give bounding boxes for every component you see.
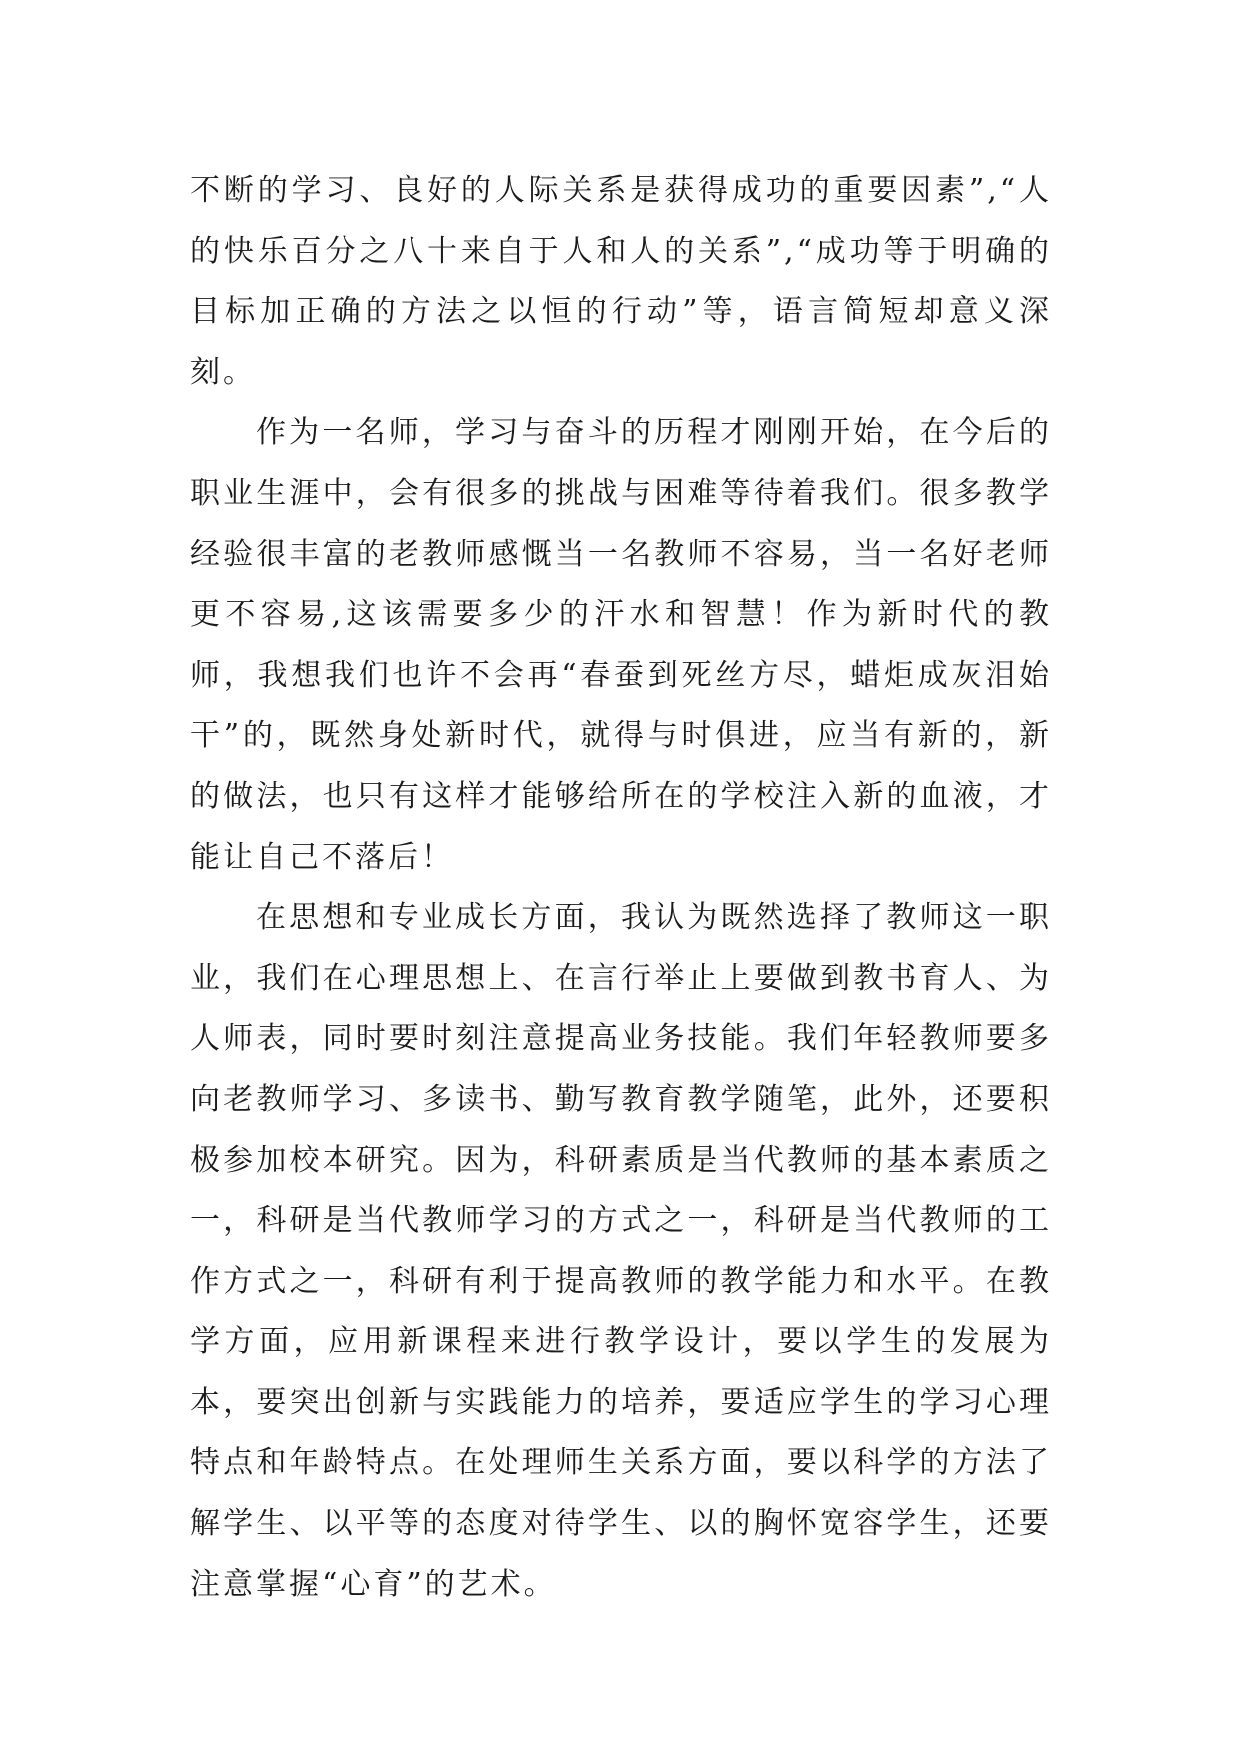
document-body: [190, 161, 1052, 1615]
paragraph-3: 在思想和专业成长方面，我认为既然选择了教师这一职业，我们在心理思想上、在言行举止上要做到教书育人、为人师表，同时要时刻注意提高业务技能。我们年轻教师要多向老教师学习、多读书、勤写教育教学随笔，此外，还要积极参加校本研究。因为，科研素质是当代教师的基本素质之一，科研是当代教师学习的方式之一，科研是当代教师的工作方式之一，科研有利于提高教师的教学能力和水平。在教学方面，应用新课程来进行教学设计，要以学生的发展为本，要突出创新与实践能力的培养，要适应学生的学习心理特点和年龄特点。在处理师生关系方面，要以科学的方法了解学生、以平等的态度对待学生、以的胸怀宽容学生，还要注意掌握“心育”的艺术。: [190, 900, 1052, 1602]
paragraph-1: 不断的学习、良好的人际关系是获得成功的重要因素”,“人的快乐百分之八十来自于人和人的关系”,“成功等于明确的目标加正确的方法之以恒的行动”等，语言简短却意义深刻。: [190, 173, 1052, 390]
paragraph-2: 作为一名师，学习与奋斗的历程才刚刚开始，在今后的职业生涯中，会有很多的挑战与困难等待着我们。很多教学经验很丰富的老教师感慨当一名教师不容易，当一名好老师更不容易,这该需要多少的汗水和智慧！作为新时代的教师，我想我们也许不会再“春蚕到死丝方尽，蜡炬成灰泪始干”的，既然身处新时代，就得与时俱进，应当有新的，新的做法，也只有这样才能够给所在的学校注入新的血液，才能让自己不落后！: [190, 415, 1052, 875]
